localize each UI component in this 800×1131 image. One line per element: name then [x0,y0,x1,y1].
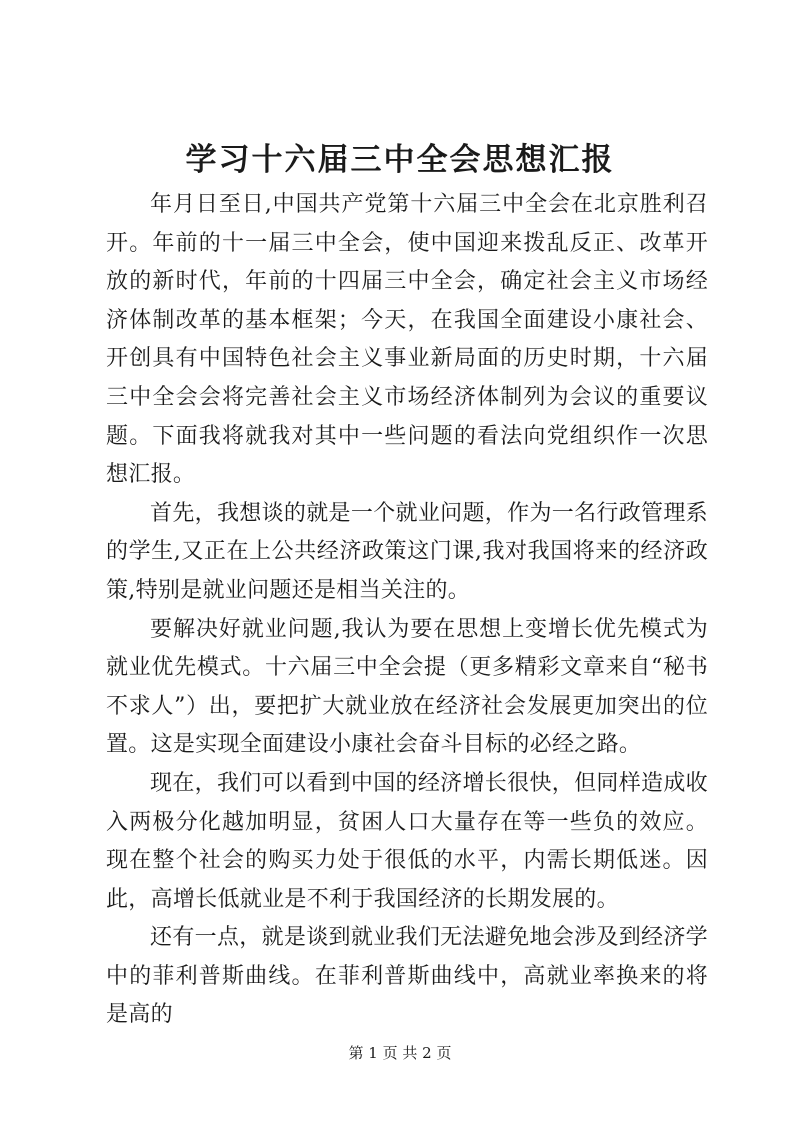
paragraph-1: 年月日至日,中国共产党第十六届三中全会在北京胜利召开。年前的十一届三中全会，使中国迎来拨乱反正、改革开放的新时代，年前的十四届三中全会，确定社会主义市场经济体制改革的基本框架；今天，在我国全面建设小康社会、开创具有中国特色社会主义事业新局面的历史时期，十六届三中全会会将完善社会主义市场经济体制列为会议的重要议题。下面我将就我对其中一些问题的看法向党组织作一次思想汇报。 [106,192,708,488]
paragraph-2: 首先，我想谈的就是一个就业问题，作为一名行政管理系的学生,又正在上公共经济政策这门课,我对我国将来的经济政策,特别是就业问题还是相当关注的。 [106,500,708,603]
page-title: 学习十六届三中全会思想汇报 [185,142,615,178]
paragraph-3: 要解决好就业问题,我认为要在思想上变增长优先模式为就业优先模式。十六届三中全会提（更多精彩文章来自“秘书不求人”）出，要把扩大就业放在经济社会发展更加突出的位置。这是实现全面建设小康社会奋斗目标的必经之路。 [106,616,708,758]
document-body [106,186,708,1035]
paragraph-5: 还有一点，就是谈到就业我们无法避免地会涉及到经济学中的菲利普斯曲线。在菲利普斯曲线中，高就业率换来的将是高的 [106,925,708,1028]
page-footer: 第 1 页 共 2 页 [348,1044,452,1062]
paragraph-4: 现在，我们可以看到中国的经济增长很快，但同样造成收入两极分化越加明显，贫困人口大量存在等一些负的效应。现在整个社会的购买力处于很低的水平，内需长期低迷。因此，高增长低就业是不利于我国经济的长期发展的。 [106,770,708,912]
